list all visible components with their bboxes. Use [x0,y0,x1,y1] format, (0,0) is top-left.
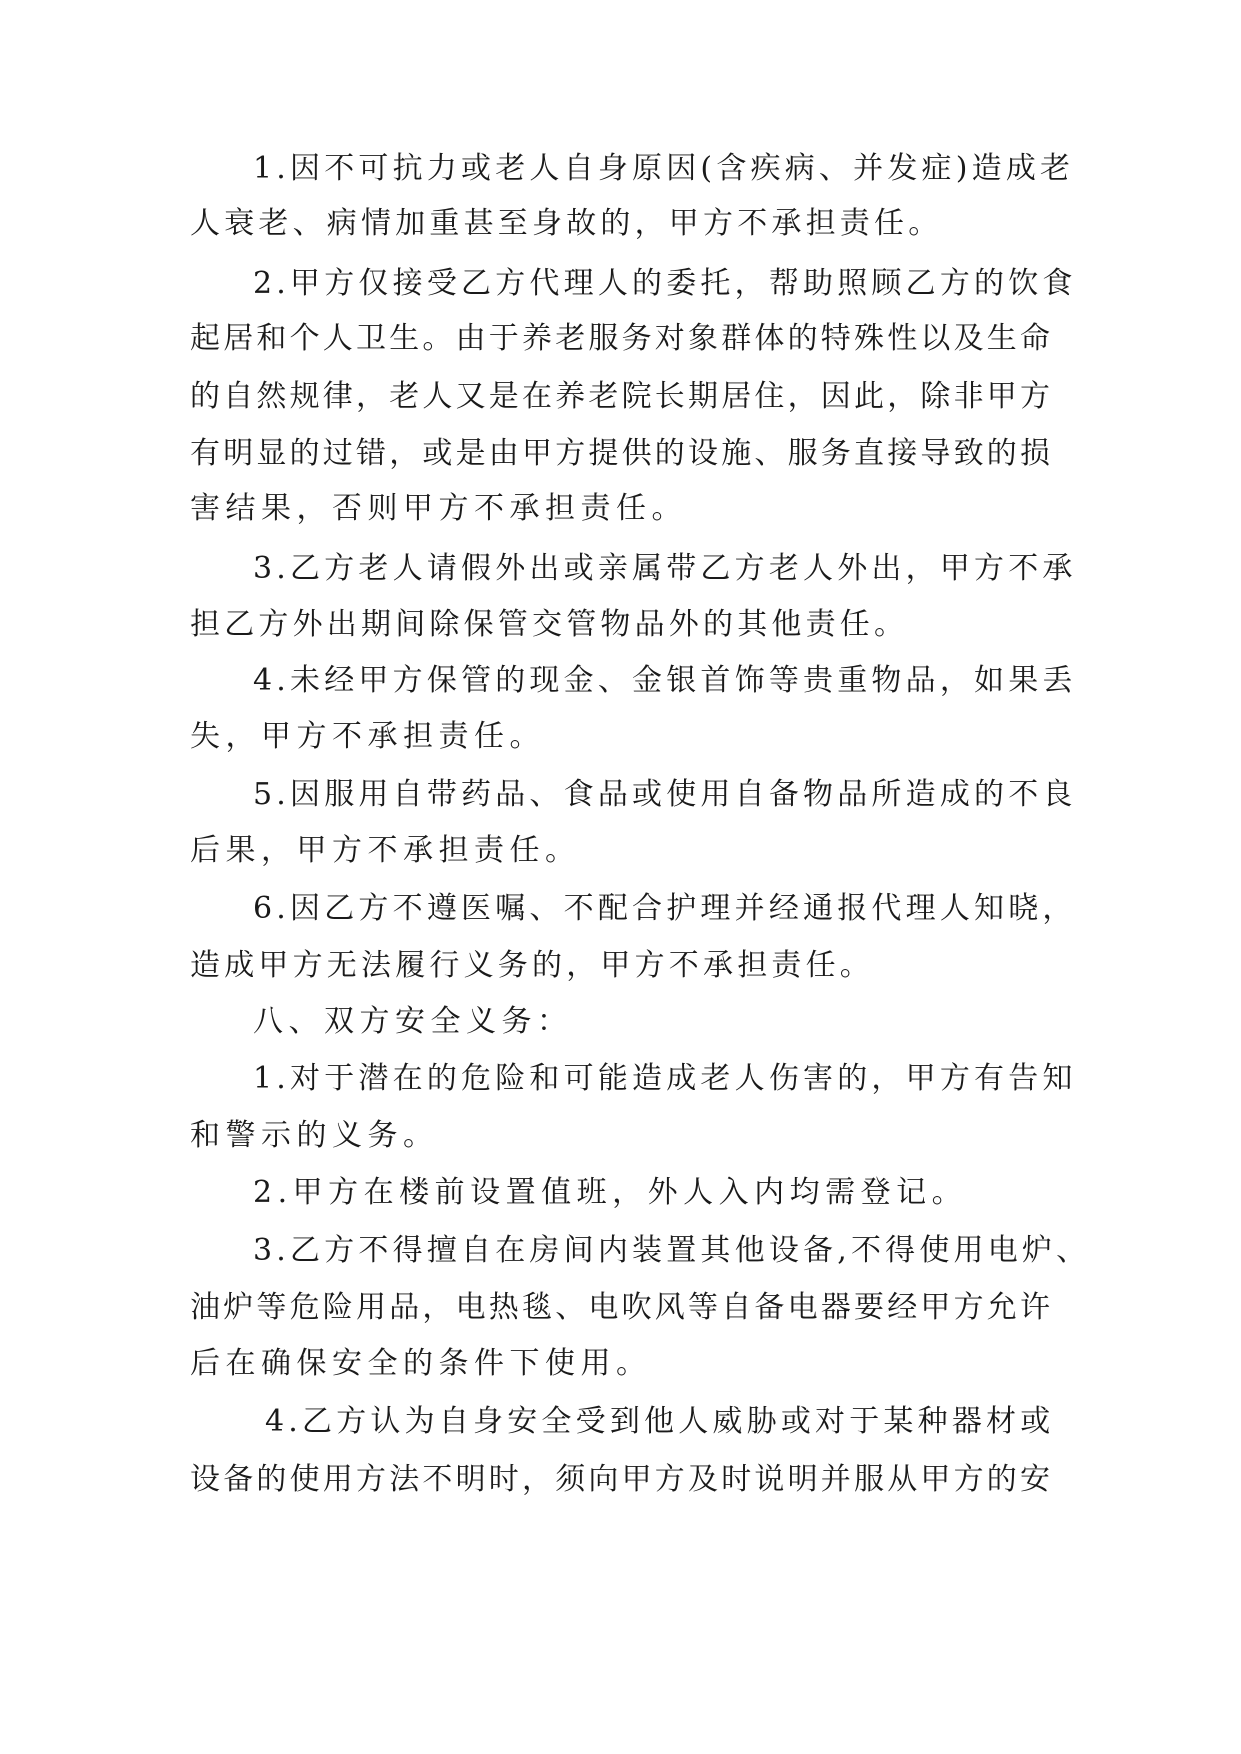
text-line: 4.未经甲方保管的现金、金银首饰等贵重物品，如果丢 [253,663,1077,698]
text-line: 4.乙方认为自身安全受到他人威胁或对于某种器材或 [265,1404,1055,1439]
text-line: 6.因乙方不遵医嘱、不配合护理并经通报代理人知晓， [253,891,1077,926]
text-line: 造成甲方无法履行义务的，甲方不承担责任。 [190,948,874,983]
text-line: 3.乙方不得擅自在房间内装置其他设备,不得使用电炉、 [253,1233,1091,1268]
text-line: 的自然规律，老人又是在养老院长期居住，因此，除非甲方 [190,379,1054,414]
text-line: 2.甲方在楼前设置值班，外人入内均需登记。 [253,1175,968,1210]
text-line: 设备的使用方法不明时，须向甲方及时说明并服从甲方的安 [190,1462,1054,1497]
text-line: 有明显的过错，或是由甲方提供的设施、服务直接导致的损 [190,436,1054,471]
text-line: 5.因服用自带药品、食品或使用自备物品所造成的不良 [253,777,1077,812]
text-line: 失，甲方不承担责任。 [190,719,545,754]
text-line: 油炉等危险用品，电热毯、电吹风等自备电器要经甲方允许 [190,1290,1054,1325]
section-heading: 八、双方安全义务： [253,1004,573,1039]
text-line: 2.甲方仅接受乙方代理人的委托，帮助照顾乙方的饮食 [253,266,1077,301]
text-line: 1.对于潜在的危险和可能造成老人伤害的，甲方有告知 [253,1061,1077,1096]
text-line: 3.乙方老人请假外出或亲属带乙方老人外出，甲方不承 [253,551,1077,586]
text-line: 1.因不可抗力或老人自身原因(含疾病、并发症)造成老 [253,151,1075,186]
text-line: 和警示的义务。 [190,1118,439,1153]
text-line: 起居和个人卫生。由于养老服务对象群体的特殊性以及生命 [190,321,1054,356]
text-line: 后果，甲方不承担责任。 [190,833,581,868]
text-line: 害结果，否则甲方不承担责任。 [190,491,687,526]
text-line: 担乙方外出期间除保管交管物品外的其他责任。 [190,607,909,642]
text-line: 人衰老、病情加重甚至身故的，甲方不承担责任。 [190,206,943,241]
text-line: 后在确保安全的条件下使用。 [190,1346,652,1381]
